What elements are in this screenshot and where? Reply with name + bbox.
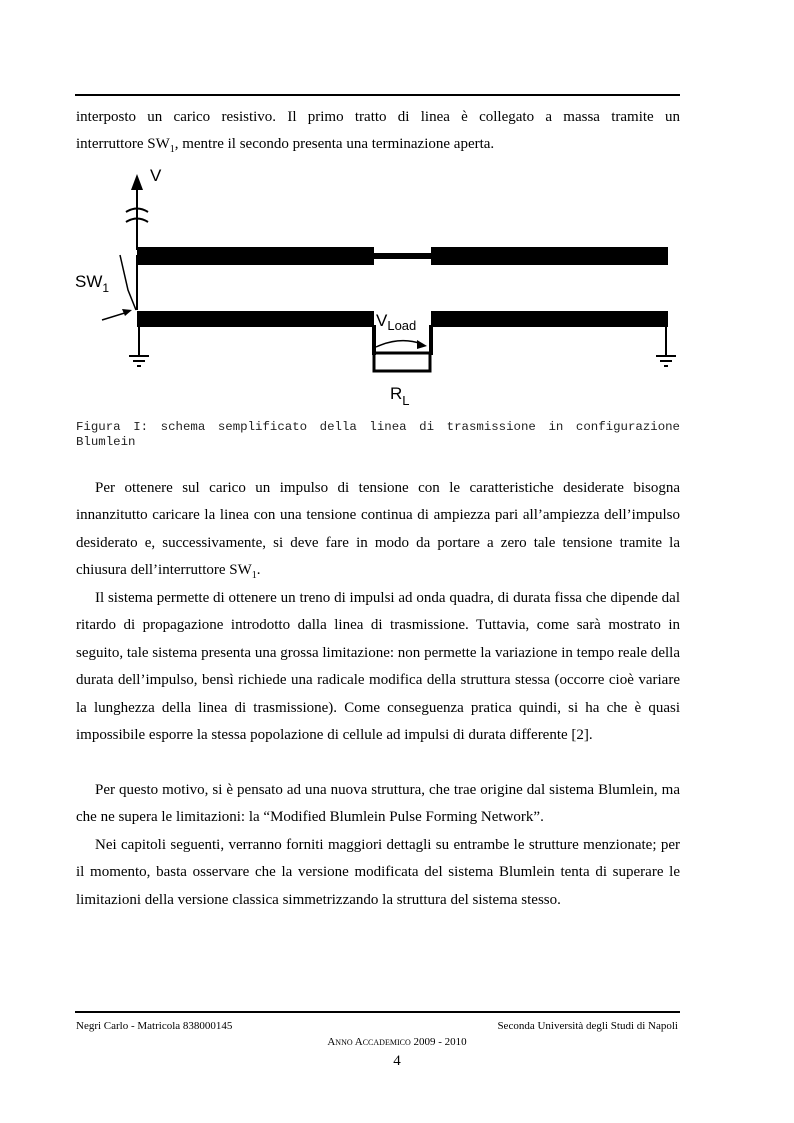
intro-line-1 — [76, 104, 680, 131]
label-vload-text: V — [376, 311, 388, 330]
paragraph-1-end: . — [256, 562, 261, 579]
switch-blade — [120, 255, 136, 310]
ground-left — [129, 327, 149, 366]
paragraph-1-text: Per ottenere sul carico un impulso di tensione con le caratteristiche desiderate bisogna innanzitutto caricare la linea con una tensione continua di ampiezza pari all’ampiezza dell’impulso desiderato e, successivamente, si deve fare in modo da portare a zero tale tensione tramite la chiusura dell’interruttore SW — [76, 480, 680, 579]
v-arrow-head — [131, 174, 143, 190]
load-resistor — [374, 353, 430, 371]
paragraph-3: Per questo motivo, si è pensato ad una nuova struttura, che trae origine dal sistema Blumlein, ma che ne supera le limitazioni: la “Modified Blumlein Pulse Forming Network”. — [76, 782, 680, 826]
intro-line-2-text-a: interruttore SW — [76, 136, 170, 152]
label-rl-text: R — [390, 384, 403, 403]
label-sw — [75, 272, 109, 295]
page-number: 4 — [393, 1053, 401, 1069]
paragraph-2: Il sistema permette di ottenere un treno di impulsi ad onda quadra, di durata fissa che dipende dal ritardo di propagazione introdotto dalla linea di trasmissione. Tuttavia, come sarà mostrato in seguito, tale sistema presenta una grossa limitazione: non permette la variazione in tempo reale della durata dell’impulso, bensì richiede una radicale modifica della struttura stessa (occorre cioè variare la lunghezza della linea di trasmissione). Come conseguenza pratica quindi, si ha che è quasi impossibile esporre la stessa popolazione di cellule ad impulsi di durata differente [2]. — [76, 590, 680, 744]
vload-arrow-head — [417, 340, 427, 349]
blumlein-schematic — [70, 160, 690, 415]
upper-line-left — [137, 247, 374, 265]
label-v: V — [150, 166, 162, 185]
intro-line-2-text-b: , mentre il secondo presenta una terminazione aperta. — [174, 136, 495, 152]
upper-line-link — [374, 253, 431, 259]
intro-line-2-sub: 1 — [169, 144, 175, 155]
upper-line-right — [431, 247, 668, 265]
switch-arrow-head — [122, 309, 132, 316]
label-rl — [390, 384, 410, 408]
label-vload-sub: Load — [387, 318, 417, 333]
figure-caption: Figura I: schema semplificato della linea di trasmissione in configurazione Blumlein — [76, 420, 680, 449]
intro-line-2 — [76, 131, 680, 163]
load-box-right — [429, 325, 433, 355]
paragraph-1 — [76, 475, 680, 590]
footer-academic-year: Anno Accademico 2009 - 2010 — [327, 1036, 467, 1048]
label-vload — [376, 311, 416, 333]
paragraph-4: Nei capitoli seguenti, verranno forniti maggiori dettagli su entrambe le strutture menzionate; per il momento, basta osservare che la versione modificata del sistema Blumlein tenta di superare le limitazioni della versione classica simmetrizzando la struttura del sistema stesso. — [76, 837, 680, 908]
paragraph-1-sub: 1 — [251, 570, 257, 582]
lower-line-right — [431, 311, 668, 327]
header-rule — [75, 94, 680, 96]
intro-line-1-text: interposto un carico resistivo. Il primo tratto di linea è collegato a massa tramite un — [76, 109, 680, 125]
label-rl-sub: L — [402, 393, 410, 408]
vload-arrow — [376, 341, 422, 347]
footer-university: Seconda Università degli Studi di Napoli — [497, 1020, 678, 1032]
lower-line-left — [137, 311, 374, 327]
label-sw-sub: 1 — [102, 281, 110, 295]
footer-rule — [75, 1011, 680, 1013]
footer-author: Negri Carlo - Matricola 838000145 — [76, 1020, 233, 1032]
label-sw-text: SW — [75, 272, 103, 291]
ground-right — [656, 327, 676, 366]
